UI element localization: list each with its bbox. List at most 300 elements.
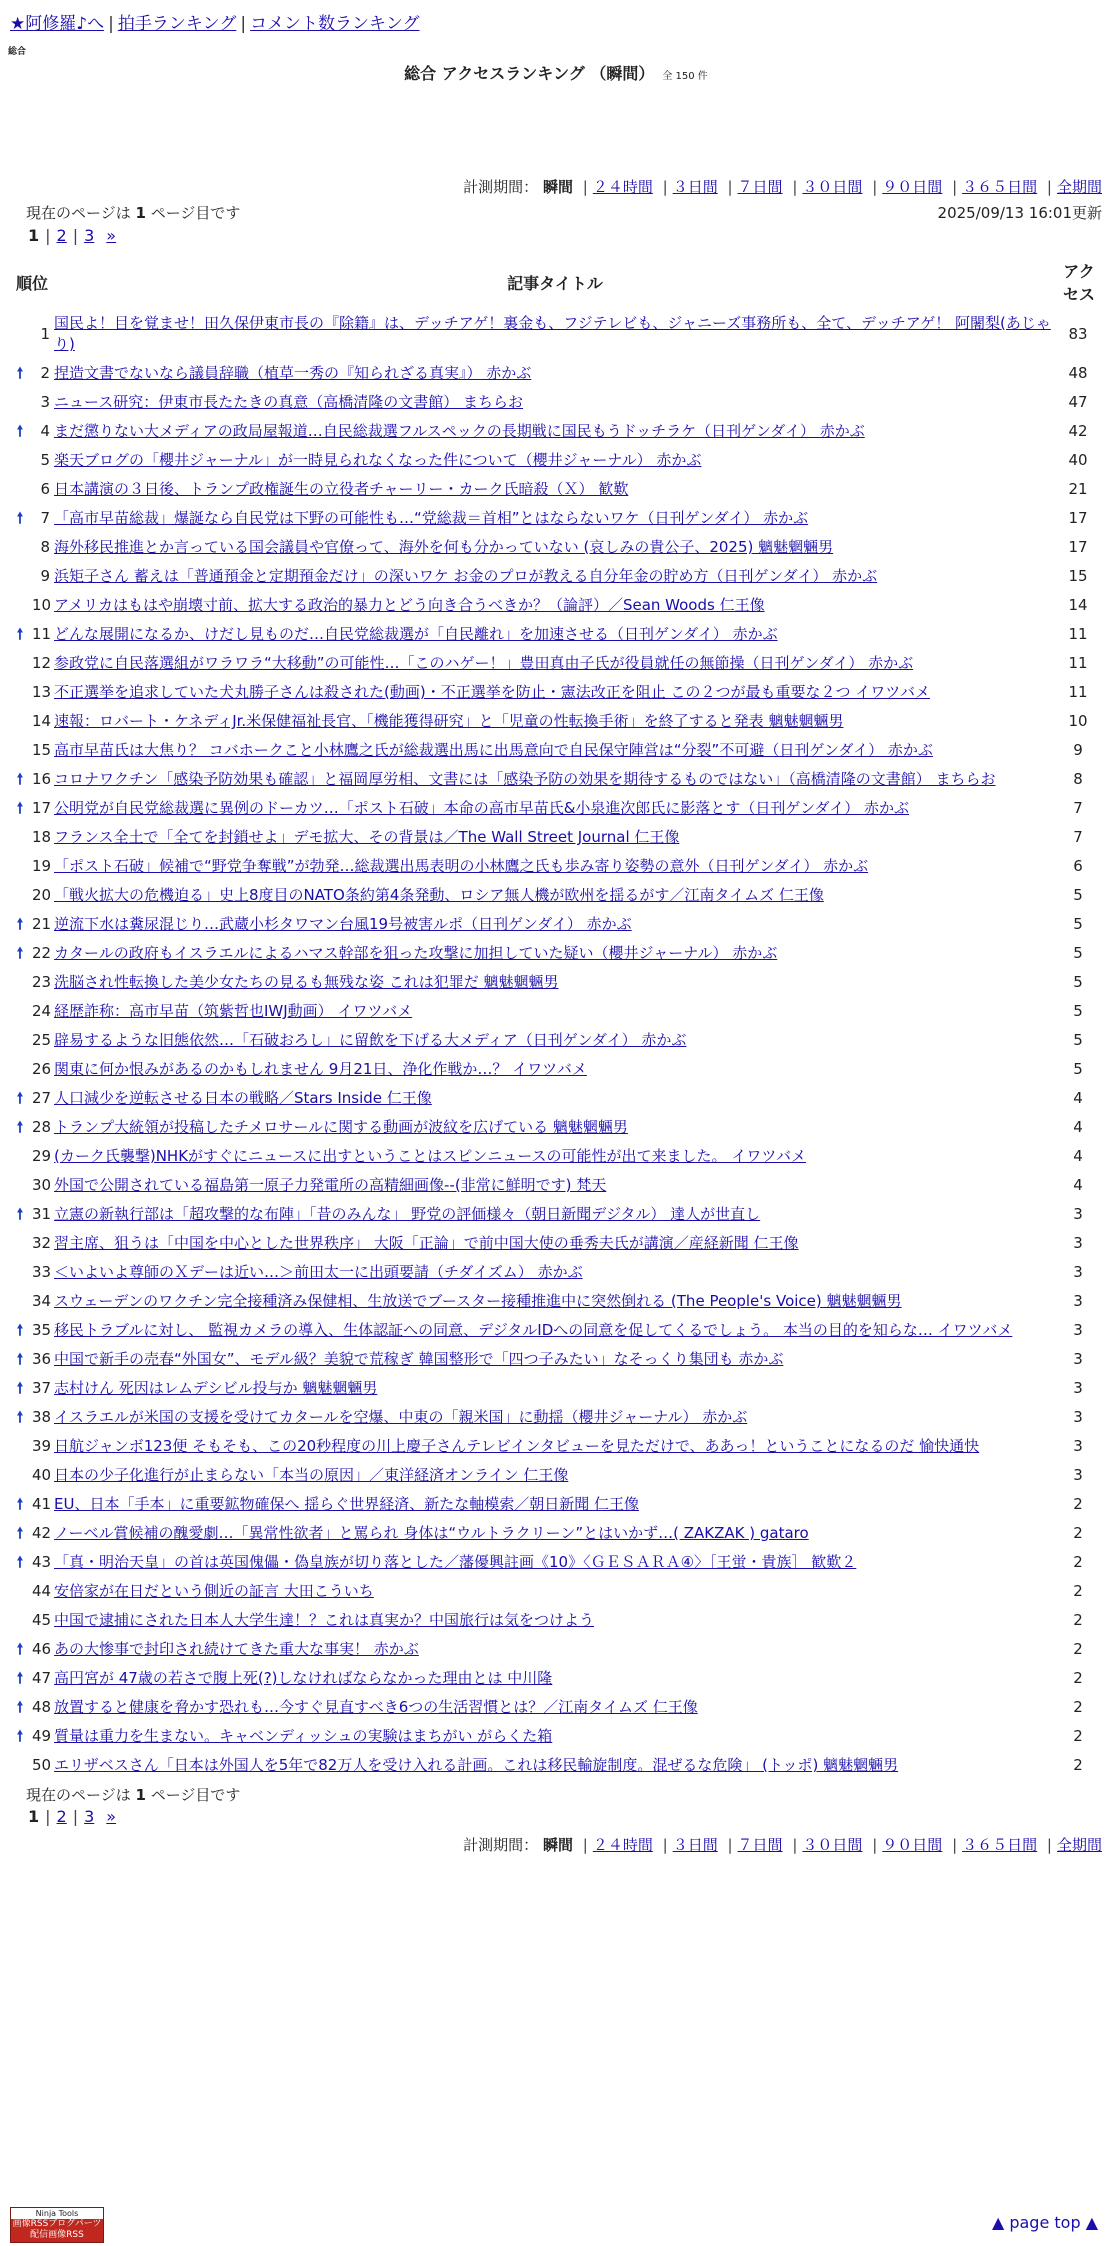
access-count: 5 bbox=[1073, 944, 1083, 962]
rank-up-arrow-icon: 🠕 bbox=[16, 364, 24, 382]
article-title-link[interactable]: スウェーデンのワクチン完全接種済み保健相、生放送でブースター接種推進中に突然倒れる (The People's Voice) 魑魅魍魎男 bbox=[54, 1292, 902, 1310]
article-title-cell bbox=[54, 1055, 1056, 1084]
rank-number: 1 bbox=[40, 324, 50, 343]
article-title-link[interactable]: 関東に何か恨みがあるのかもしれません 9月21日、浄化作戦か…？ イワツバメ bbox=[54, 1060, 587, 1078]
article-title-cell bbox=[54, 1200, 1056, 1229]
article-title-cell bbox=[54, 910, 1056, 939]
article-title-link[interactable]: 日本の少子化進行が止まらない「本当の原因」／東洋経済オンライン 仁王像 bbox=[54, 1466, 569, 1484]
pager-next[interactable]: » bbox=[106, 226, 117, 245]
article-title-link[interactable]: (カーク氏襲撃)NHKがすぐにニュースに出すということはスピンニュースの可能性が出て来ました。 イワツバメ bbox=[54, 1147, 807, 1165]
rank-number: 3 bbox=[40, 393, 50, 411]
access-count: 5 bbox=[1073, 1031, 1083, 1049]
rank-number: 37 bbox=[32, 1379, 52, 1397]
rank-up-arrow-icon bbox=[10, 562, 32, 591]
access-count: 10 bbox=[1068, 712, 1088, 730]
period-link-7d[interactable]: ７日間 bbox=[737, 178, 783, 196]
logo-line: 画像RSSブログパーツ bbox=[12, 2219, 102, 2229]
access-count: 3 bbox=[1073, 1437, 1083, 1455]
rank-number: 33 bbox=[32, 1263, 52, 1281]
article-title-cell bbox=[54, 794, 1056, 823]
article-title-link[interactable]: 日本講演の３日後、トランプ政権誕生の立役者チャーリー・カーク氏暗殺（Ｘ） 歓歎 bbox=[54, 480, 629, 498]
table-row bbox=[10, 1026, 1102, 1055]
rank-number: 43 bbox=[32, 1553, 52, 1571]
nav-separator: | bbox=[240, 14, 247, 34]
table-row bbox=[10, 1055, 1102, 1084]
article-title-link[interactable]: ＜いよいよ尊師のＸデーは近い…＞前田太一に出頭要請（チダイズム） 赤かぶ bbox=[54, 1263, 583, 1281]
article-title-cell bbox=[54, 475, 1056, 504]
article-title-cell bbox=[54, 968, 1056, 997]
nav-link-applause-ranking[interactable]: 拍手ランキング bbox=[117, 14, 237, 34]
article-title-link[interactable]: 高円宮が 47歳の若さで腹上死(?)しなければならなかった理由とは 中川隆 bbox=[54, 1669, 553, 1687]
article-title-link[interactable]: 公明党が自民党総裁選に異例のドーカツ…「ポスト石破」本命の高市早苗氏&小泉進次郎氏に影落とす（日刊ゲンダイ） 赤かぶ bbox=[54, 799, 909, 817]
pager-top: 1 | 2 | 3 » bbox=[28, 226, 117, 245]
rank-up-arrow-icon: 🠕 bbox=[16, 799, 24, 817]
rank-up-arrow-icon: 🠕 bbox=[16, 1640, 24, 1658]
period-current: 瞬間 bbox=[542, 178, 573, 196]
period-link-90d[interactable]: ９０日間 bbox=[882, 178, 943, 196]
article-title-cell bbox=[54, 562, 1056, 591]
period-link-7d[interactable]: ７日間 bbox=[737, 1836, 783, 1854]
article-title-cell bbox=[54, 881, 1056, 910]
rank-up-arrow-icon bbox=[10, 997, 32, 1026]
article-title-cell bbox=[54, 309, 1056, 359]
rss-blog-parts-logo[interactable] bbox=[10, 2207, 104, 2243]
rank-up-arrow-icon bbox=[10, 475, 32, 504]
article-title-link[interactable]: 逆流下水は糞尿混じり…武蔵小杉タワマン台風19号被害ルポ（日刊ゲンダイ） 赤かぶ bbox=[54, 915, 632, 933]
article-title-link[interactable]: イスラエルが米国の支援を受けてカタールを空爆、中東の「親米国」に動揺（櫻井ジャーナル） 赤かぶ bbox=[54, 1408, 748, 1426]
access-count: 4 bbox=[1073, 1147, 1083, 1165]
period-link-24h[interactable]: ２４時間 bbox=[592, 1836, 653, 1854]
page-top-link[interactable]: ▲ page top ▲ bbox=[991, 2213, 1098, 2232]
article-title-link[interactable]: 日航ジャンボ123便 そもそも、この20秒程度の川上慶子さんテレビインタビューを見ただけで、ああっ！ということになるのだ 愉快通快 bbox=[54, 1437, 980, 1455]
rank-number: 10 bbox=[32, 596, 52, 614]
rank-number: 39 bbox=[32, 1437, 52, 1455]
rank-number: 49 bbox=[32, 1727, 52, 1745]
rank-up-arrow-icon bbox=[10, 1229, 32, 1258]
table-row bbox=[10, 736, 1102, 765]
table-row bbox=[10, 446, 1102, 475]
article-title-cell bbox=[54, 1026, 1056, 1055]
table-row bbox=[10, 1751, 1102, 1780]
pager-next[interactable]: » bbox=[106, 1807, 117, 1826]
article-title-link[interactable]: 中国で新手の売春“外国女”、モデル級？美貌で荒稼ぎ 韓国整形で「四つ子みたい」なそっくり集団も 赤かぶ bbox=[54, 1350, 784, 1368]
article-title-cell bbox=[54, 1229, 1056, 1258]
table-row bbox=[10, 707, 1102, 736]
current-page-text: 現在のページは 1 ページ目です bbox=[26, 1786, 241, 1804]
article-title-link[interactable]: 移民トラブルに対し、 監視カメラの導入、生体認証への同意、デジタルIDへの同意を促してくるでしょう。 本当の目的を知らな… イワツバメ bbox=[54, 1321, 1013, 1339]
article-title-link[interactable]: 立憲の新執行部は「超攻撃的な布陣」「昔のみんな」 野党の評価様々（朝日新聞デジタル） 達人が世直し bbox=[54, 1205, 761, 1223]
article-title-link[interactable]: ニュース研究：伊東市長たたきの真意（高橋清隆の文書館） まちらお bbox=[54, 393, 524, 411]
rank-number: 48 bbox=[32, 1698, 52, 1716]
article-title-link[interactable]: 「ポスト石破」候補で“野党争奪戦”が勃発…総裁選出馬表明の小林鷹之氏も歩み寄り姿勢の意外（日刊ゲンダイ） 赤かぶ bbox=[54, 857, 869, 875]
article-title-link[interactable]: どんな展開になるか、けだし見ものだ…自民党総裁選が「自民離れ」を加速させる（日刊ゲンダイ） 赤かぶ bbox=[54, 625, 778, 643]
access-count: 21 bbox=[1068, 480, 1088, 498]
article-title-link[interactable]: 放置すると健康を脅かす恐れも…今すぐ見直すべき6つの生活習慣とは？／江南タイムズ 仁王像 bbox=[54, 1698, 698, 1716]
period-link-365d[interactable]: ３６５日間 bbox=[962, 178, 1038, 196]
rank-up-arrow-icon bbox=[10, 1055, 32, 1084]
article-title-link[interactable]: アメリカはもはや崩壊寸前、拡大する政治的暴力とどう向き合うべきか？（論評）／Sean Woods 仁王像 bbox=[54, 596, 765, 614]
article-title-link[interactable]: 楽天ブログの「櫻井ジャーナル」が一時見られなくなった件について（櫻井ジャーナル） 赤かぶ bbox=[54, 451, 702, 469]
article-title-link[interactable]: コロナワクチン「感染予防効果も確認」と福岡厚労相、文書には「感染予防の効果を期待するものではない」（高橋清隆の文書館） まちらお bbox=[54, 770, 996, 788]
rank-up-arrow-icon: 🠕 bbox=[16, 944, 24, 962]
col-title-header: 記事タイトル bbox=[507, 273, 603, 293]
period-link-24h[interactable]: ２４時間 bbox=[592, 178, 653, 196]
article-title-cell bbox=[54, 1287, 1056, 1316]
article-title-cell bbox=[54, 1664, 1056, 1693]
rank-up-arrow-icon bbox=[10, 736, 32, 765]
table-row bbox=[10, 620, 1102, 649]
rank-up-arrow-icon bbox=[10, 649, 32, 678]
rank-up-arrow-icon: 🠕 bbox=[16, 1553, 24, 1571]
rank-up-arrow-icon bbox=[10, 707, 32, 736]
rank-up-arrow-icon bbox=[10, 1432, 32, 1461]
article-title-cell bbox=[54, 1432, 1056, 1461]
article-title-link[interactable]: 不正選挙を追求していた犬丸勝子さんは殺された(動画)・不正選挙を防止・憲法改正を阻止 この２つが最も重要な２つ イワツバメ bbox=[54, 683, 930, 701]
access-count: 2 bbox=[1073, 1495, 1083, 1513]
article-title-cell bbox=[54, 1693, 1056, 1722]
period-link-90d[interactable]: ９０日間 bbox=[882, 1836, 943, 1854]
article-title-link[interactable]: まだ懲りない大メディアの政局屋報道…自民総裁選フルスペックの長期戦に国民もうドッチラケ（日刊ゲンダイ） 赤かぶ bbox=[54, 422, 865, 440]
rank-number: 18 bbox=[32, 828, 52, 846]
rank-up-arrow-icon: 🠕 bbox=[16, 1089, 24, 1107]
period-label: 計測期間： bbox=[463, 1836, 539, 1854]
rank-up-arrow-icon bbox=[10, 1287, 32, 1316]
rank-up-arrow-icon: 🠕 bbox=[16, 1669, 24, 1687]
article-title-cell bbox=[54, 1606, 1056, 1635]
article-title-link[interactable]: 外国で公開されている福島第一原子力発電所の高精細画像--(非常に鮮明です) 梵天 bbox=[54, 1176, 607, 1194]
table-row bbox=[10, 1403, 1102, 1432]
access-count: 47 bbox=[1068, 393, 1088, 411]
col-rank-header: 順位 bbox=[15, 273, 48, 293]
article-title-link[interactable]: EU、日本「手本」に重要鉱物確保へ 揺らぐ世界経済、新たな軸模索／朝日新聞 仁王像 bbox=[54, 1495, 639, 1513]
access-count: 17 bbox=[1068, 538, 1088, 556]
table-header bbox=[10, 255, 1102, 309]
table-row bbox=[10, 1606, 1102, 1635]
pager-bottom: 1 | 2 | 3 » bbox=[28, 1807, 117, 1826]
current-page-text: 現在のページは 1 ページ目です bbox=[26, 204, 241, 222]
article-title-link[interactable]: 高市早苗氏は大焦り？ コバホークこと小林鷹之氏が総裁選出馬に出馬意向で自民保守陣営は“分裂”不可避（日刊ゲンダイ） 赤かぶ bbox=[54, 741, 933, 759]
table-row bbox=[10, 1084, 1102, 1113]
access-count: 2 bbox=[1073, 1582, 1083, 1600]
rank-number: 36 bbox=[32, 1350, 52, 1368]
article-title-cell bbox=[54, 649, 1056, 678]
period-link-all[interactable]: 全期間 bbox=[1056, 1836, 1102, 1854]
rank-up-arrow-icon: 🠕 bbox=[16, 1524, 24, 1542]
access-count: 7 bbox=[1073, 828, 1083, 846]
access-count: 83 bbox=[1068, 324, 1088, 343]
article-title-link[interactable]: エリザベスさん「日本は外国人を5年で82万人を受け入れる計画。これは移民輸旋制度。混ぜるな危険」 (トッポ) 魑魅魍魎男 bbox=[54, 1756, 899, 1774]
access-count: 3 bbox=[1073, 1408, 1083, 1426]
article-title-link[interactable]: 経歴詐称：高市早苗（筑紫哲也IWJ動画） イワツバメ bbox=[54, 1002, 413, 1020]
period-selector-bottom: 計測期間： 瞬間 | ２４時間 | ３日間 | ７日間 | ３０日間 | ９０日間 | ３６５日間 | 全期間 bbox=[463, 1836, 1102, 1854]
table-row bbox=[10, 852, 1102, 881]
period-link-365d[interactable]: ３６５日間 bbox=[962, 1836, 1038, 1854]
pager-link-3[interactable]: 3 bbox=[84, 226, 95, 245]
rank-up-arrow-icon bbox=[10, 309, 32, 359]
rank-number: 38 bbox=[32, 1408, 52, 1426]
table-row bbox=[10, 1113, 1102, 1142]
rank-up-arrow-icon: 🠕 bbox=[16, 1727, 24, 1745]
rank-number: 17 bbox=[32, 799, 52, 817]
pager-current: 1 bbox=[28, 1807, 40, 1826]
period-link-all[interactable]: 全期間 bbox=[1056, 178, 1102, 196]
table-row bbox=[10, 309, 1102, 359]
rank-up-arrow-icon: 🠕 bbox=[16, 1379, 24, 1397]
access-count: 11 bbox=[1068, 683, 1088, 701]
article-title-link[interactable]: 人口減少を逆転させる日本の戦略／Stars Inside 仁王像 bbox=[54, 1089, 432, 1107]
rank-number: 8 bbox=[40, 538, 50, 556]
pager-current: 1 bbox=[28, 226, 40, 245]
logo-line: 配信画像RSS bbox=[30, 2230, 84, 2240]
rank-number: 12 bbox=[32, 654, 52, 672]
table-row bbox=[10, 881, 1102, 910]
article-title-link[interactable]: 志村けん 死因はレムデシビル投与か 魑魅魍魎男 bbox=[54, 1379, 378, 1397]
rank-up-arrow-icon bbox=[10, 1171, 32, 1200]
article-title-link[interactable]: 質量は重力を生まない。キャベンディッシュの実験はまちがい がらくた箱 bbox=[54, 1727, 553, 1745]
article-title-cell bbox=[54, 1171, 1056, 1200]
table-row bbox=[10, 1374, 1102, 1403]
table-row bbox=[10, 794, 1102, 823]
rank-number: 27 bbox=[32, 1089, 52, 1107]
table-row bbox=[10, 1345, 1102, 1374]
table-row bbox=[10, 765, 1102, 794]
table-row bbox=[10, 1519, 1102, 1548]
table-row bbox=[10, 1722, 1102, 1751]
access-count: 5 bbox=[1073, 973, 1083, 991]
rank-number: 45 bbox=[32, 1611, 52, 1629]
article-title-link[interactable]: 安倍家が在日だという側近の証言 大田こういち bbox=[54, 1582, 374, 1600]
article-title-link[interactable]: カタールの政府もイスラエルによるハマス幹部を狙った攻撃に加担していた疑い（櫻井ジャーナル） 赤かぶ bbox=[54, 944, 778, 962]
rank-number: 40 bbox=[32, 1466, 52, 1484]
period-link-3d[interactable]: ３日間 bbox=[672, 178, 718, 196]
article-title-link[interactable]: ノーベル賞候補の醜愛劇…「異常性欲者」と罵られ 身体は“ウルトラクリーン”とはいかず…( ZAKZAK ) gataro bbox=[54, 1524, 809, 1542]
article-title-cell bbox=[54, 446, 1056, 475]
article-title-cell bbox=[54, 533, 1056, 562]
access-count: 5 bbox=[1073, 1002, 1083, 1020]
rank-up-arrow-icon: 🠕 bbox=[16, 770, 24, 788]
article-title-cell bbox=[54, 1316, 1056, 1345]
access-count: 4 bbox=[1073, 1176, 1083, 1194]
table-row bbox=[10, 649, 1102, 678]
period-link-30d[interactable]: ３０日間 bbox=[802, 178, 863, 196]
article-title-cell bbox=[54, 939, 1056, 968]
period-link-3d[interactable]: ３日間 bbox=[672, 1836, 718, 1854]
article-title-link[interactable]: フランス全土で「全てを封鎖せよ」デモ拡大、その背景は／The Wall Street Journal 仁王像 bbox=[54, 828, 680, 846]
rank-number: 29 bbox=[32, 1147, 52, 1165]
access-count: 11 bbox=[1068, 625, 1088, 643]
article-title-cell bbox=[54, 852, 1056, 881]
access-count: 3 bbox=[1073, 1234, 1083, 1252]
rank-up-arrow-icon bbox=[10, 388, 32, 417]
table-row bbox=[10, 1548, 1102, 1577]
table-row bbox=[10, 359, 1102, 388]
access-count: 3 bbox=[1073, 1350, 1083, 1368]
rank-number: 9 bbox=[40, 567, 50, 585]
rank-number: 26 bbox=[32, 1060, 52, 1078]
access-count: 3 bbox=[1073, 1466, 1083, 1484]
rank-up-arrow-icon bbox=[10, 1606, 32, 1635]
article-title-link[interactable]: 習主席、狙うは「中国を中心とした世界秩序」 大阪「正論」で前中国大使の垂秀夫氏が講演／産経新聞 仁王像 bbox=[54, 1234, 799, 1252]
access-count: 5 bbox=[1073, 886, 1083, 904]
access-count: 3 bbox=[1073, 1205, 1083, 1223]
logo-line: Ninja Tools bbox=[11, 2208, 103, 2219]
rank-number: 47 bbox=[32, 1669, 52, 1687]
table-row bbox=[10, 1461, 1102, 1490]
article-title-link[interactable]: 辟易するような旧態依然…「石破おろし」に留飲を下げる大メディア（日刊ゲンダイ） 赤かぶ bbox=[54, 1031, 687, 1049]
page-title bbox=[0, 61, 1112, 84]
article-title-cell bbox=[54, 678, 1056, 707]
rank-number: 42 bbox=[32, 1524, 52, 1542]
access-count: 17 bbox=[1068, 509, 1088, 527]
table-row bbox=[10, 417, 1102, 446]
rank-up-arrow-icon: 🠕 bbox=[16, 1350, 24, 1368]
rank-number: 20 bbox=[32, 886, 52, 904]
table-row bbox=[10, 1142, 1102, 1171]
article-title-link[interactable]: 捏造文書でないなら議員辞職（植草一秀の『知られざる真実』） 赤かぶ bbox=[54, 364, 532, 382]
access-count: 6 bbox=[1073, 857, 1083, 875]
ranking-table bbox=[10, 255, 1102, 1780]
pager-link-2[interactable]: 2 bbox=[56, 226, 67, 245]
rank-up-arrow-icon bbox=[10, 1142, 32, 1171]
article-title-link[interactable]: 「高市早苗総裁」爆誕なら自民党は下野の可能性も…“党総裁＝首相”とはならないワケ（日刊ゲンダイ） 赤かぶ bbox=[54, 509, 809, 527]
article-title-cell bbox=[54, 997, 1056, 1026]
rank-up-arrow-icon bbox=[10, 1751, 32, 1780]
rank-number: 46 bbox=[32, 1640, 52, 1658]
table-row bbox=[10, 939, 1102, 968]
nav-link-comment-ranking[interactable]: コメント数ランキング bbox=[250, 14, 420, 34]
table-row bbox=[10, 591, 1102, 620]
rank-number: 30 bbox=[32, 1176, 52, 1194]
item-count: 全 150 件 bbox=[662, 71, 708, 82]
table-row bbox=[10, 997, 1102, 1026]
article-title-cell bbox=[54, 1403, 1056, 1432]
rank-number: 44 bbox=[32, 1582, 52, 1600]
rank-up-arrow-icon: 🠕 bbox=[16, 625, 24, 643]
rank-number: 16 bbox=[32, 770, 52, 788]
article-title-cell bbox=[54, 736, 1056, 765]
article-title-link[interactable]: あの大惨事で封印され続けてきた重大な事実！ 赤かぶ bbox=[54, 1640, 419, 1658]
rank-up-arrow-icon bbox=[10, 1026, 32, 1055]
access-count: 2 bbox=[1073, 1669, 1083, 1687]
period-link-30d[interactable]: ３０日間 bbox=[802, 1836, 863, 1854]
article-title-cell bbox=[54, 1142, 1056, 1171]
article-title-link[interactable]: 「真・明治天皇」の首は英国傀儡・偽皇族が切り落とした／藩優興註画《10》〈ＧＥＳＡＲＡ④〉［王蛍・貴族］ 歓歎２ bbox=[54, 1553, 857, 1571]
access-count: 4 bbox=[1073, 1118, 1083, 1136]
access-count: 8 bbox=[1073, 770, 1083, 788]
rank-number: 19 bbox=[32, 857, 52, 875]
table-row bbox=[10, 504, 1102, 533]
article-title-cell bbox=[54, 1548, 1056, 1577]
access-count: 7 bbox=[1073, 799, 1083, 817]
access-count: 40 bbox=[1068, 451, 1088, 469]
pager-link-3[interactable]: 3 bbox=[84, 1807, 95, 1826]
article-title-cell bbox=[54, 417, 1056, 446]
access-count: 3 bbox=[1073, 1379, 1083, 1397]
rank-number: 34 bbox=[32, 1292, 52, 1310]
article-title-cell bbox=[54, 1113, 1056, 1142]
table-row bbox=[10, 1635, 1102, 1664]
nav-link-asyura[interactable]: ★阿修羅♪へ bbox=[10, 14, 105, 34]
table-row bbox=[10, 1287, 1102, 1316]
access-count: 5 bbox=[1073, 915, 1083, 933]
rank-up-arrow-icon bbox=[10, 446, 32, 475]
rank-up-arrow-icon bbox=[10, 1461, 32, 1490]
rank-up-arrow-icon bbox=[10, 881, 32, 910]
rank-number: 24 bbox=[32, 1002, 52, 1020]
table-row bbox=[10, 1229, 1102, 1258]
rank-up-arrow-icon: 🠕 bbox=[16, 422, 24, 440]
access-count: 5 bbox=[1073, 1060, 1083, 1078]
table-row bbox=[10, 823, 1102, 852]
pager-link-2[interactable]: 2 bbox=[56, 1807, 67, 1826]
access-count: 2 bbox=[1073, 1640, 1083, 1658]
table-row bbox=[10, 1200, 1102, 1229]
ranking-title: 総合 アクセスランキング （瞬間） bbox=[404, 64, 655, 83]
access-count: 3 bbox=[1073, 1321, 1083, 1339]
access-count: 2 bbox=[1073, 1698, 1083, 1716]
rank-up-arrow-icon: 🠕 bbox=[16, 1118, 24, 1136]
top-nav bbox=[10, 9, 420, 34]
rank-number: 11 bbox=[32, 625, 52, 643]
rank-up-arrow-icon bbox=[10, 823, 32, 852]
access-count: 42 bbox=[1068, 422, 1088, 440]
rank-number: 31 bbox=[32, 1205, 52, 1223]
article-title-link[interactable]: 中国で逮捕にされた日本人大学生達！？これは真実か？中国旅行は気をつけよう bbox=[54, 1611, 595, 1629]
article-title-cell bbox=[54, 1345, 1056, 1374]
rank-up-arrow-icon bbox=[10, 533, 32, 562]
article-title-link[interactable]: 参政党に自民落選組がワラワラ“大移動”の可能性…「このハゲー！」豊田真由子氏が役員就任の無節操（日刊ゲンダイ） 赤かぶ bbox=[54, 654, 914, 672]
rank-number: 41 bbox=[32, 1495, 52, 1513]
table-row bbox=[10, 1171, 1102, 1200]
article-title-cell bbox=[54, 620, 1056, 649]
rank-up-arrow-icon: 🠕 bbox=[16, 509, 24, 527]
rank-up-arrow-icon: 🠕 bbox=[16, 1321, 24, 1339]
rank-number: 7 bbox=[40, 509, 50, 527]
col-count-header: アクセス bbox=[1062, 262, 1095, 304]
access-count: 48 bbox=[1068, 364, 1088, 382]
period-current: 瞬間 bbox=[542, 1836, 573, 1854]
period-selector-top: 計測期間： 瞬間 | ２４時間 | ３日間 | ７日間 | ３０日間 | ９０日間 | ３６５日間 | 全期間 bbox=[463, 178, 1102, 196]
access-count: 9 bbox=[1073, 741, 1083, 759]
article-title-link[interactable]: 洗脳され性転換した美少女たちの見るも無残な姿 これは犯罪だ 魑魅魍魎男 bbox=[54, 973, 559, 991]
rank-number: 50 bbox=[32, 1756, 52, 1774]
article-title-cell bbox=[54, 707, 1056, 736]
article-title-link[interactable]: トランプ大統領が投稿したチメロサールに関する動画が波紋を広げている 魑魅魍魎男 bbox=[54, 1118, 628, 1136]
article-title-link[interactable]: 国民よ！目を覚ませ！田久保伊東市長の『除籍』は、デッチアゲ！裏金も、フジテレビも、ジャニーズ事務所も、全て、デッチアゲ！ 阿闍梨(あじゃり) bbox=[54, 314, 1051, 353]
article-title-cell bbox=[54, 1577, 1056, 1606]
table-row bbox=[10, 1693, 1102, 1722]
table-row bbox=[10, 1316, 1102, 1345]
rank-number: 23 bbox=[32, 973, 52, 991]
rank-number: 13 bbox=[32, 683, 52, 701]
rank-number: 25 bbox=[32, 1031, 52, 1049]
rank-up-arrow-icon bbox=[10, 852, 32, 881]
table-row bbox=[10, 1664, 1102, 1693]
table-row bbox=[10, 968, 1102, 997]
rank-up-arrow-icon bbox=[10, 1258, 32, 1287]
table-row bbox=[10, 910, 1102, 939]
article-title-link[interactable]: 速報：ロバート・ケネディJr.米保健福祉長官、「機能獲得研究」と「児童の性転換手術」を終了すると発表 魑魅魍魎男 bbox=[54, 712, 844, 730]
rank-up-arrow-icon bbox=[10, 591, 32, 620]
table-row bbox=[10, 1577, 1102, 1606]
article-title-link[interactable]: 浜矩子さん 蓄えは「普通預金と定期預金だけ」の深いワケ お金のプロが教える自分年金の貯め方（日刊ゲンダイ） 赤かぶ bbox=[54, 567, 878, 585]
article-title-cell bbox=[54, 1519, 1056, 1548]
article-title-link[interactable]: 「戦火拡大の危機迫る」史上8度目のNATO条約第4条発動、ロシア無人機が欧州を揺るがす／江南タイムズ 仁王像 bbox=[54, 886, 824, 904]
access-count: 2 bbox=[1073, 1756, 1083, 1774]
article-title-cell bbox=[54, 1751, 1056, 1780]
article-title-link[interactable]: 海外移民推進とか言っている国会議員や官僚って、海外を何も分かっていない (哀しみの貴公子、2025) 魑魅魍魎男 bbox=[54, 538, 834, 556]
article-title-cell bbox=[54, 1374, 1056, 1403]
